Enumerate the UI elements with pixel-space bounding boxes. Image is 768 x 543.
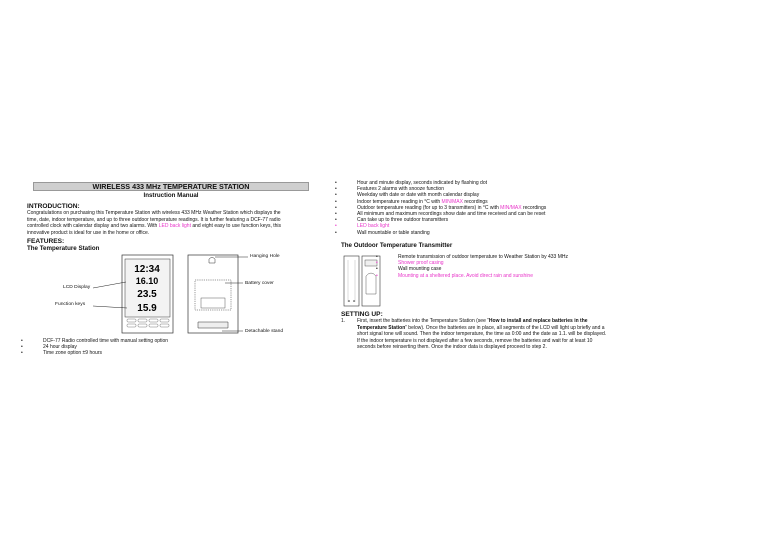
setup-text: ” below). Once the batteries are in place, all segments of the LCD will light up briefly and a [405,324,605,331]
intro-line: Congratulations on purchasing this Temperature Station with wireless 433 MHz Weather Station which displays the [27,210,281,216]
setup-line: short signal tone will sound. Then the indoor temperature, the time as 0:00 and the date as 1.1. will be displayed. [357,331,607,338]
setup-line: seconds before reinserting them. Once the indoor data is displayed proceed to step 2. [357,344,547,351]
list-text: Indoor temperature reading in °C with [357,198,442,205]
list-item: • Time zone option ±9 hours [43,350,303,356]
setup-bold: How to install and replace batteries in the [488,318,588,324]
label-hanging-hole: Hanging Hole [250,254,280,259]
list-item: • All minimum and maximum recordings show date and time received and can be reset [357,211,737,217]
features-list [43,338,303,357]
stand-icon [198,322,228,328]
intro-line: time, date, indoor temperature, and up to three outdoor temperature readings. It is further featuring a DCF-77 radio [27,216,281,223]
lcd-indoor-temp: 23.5 [137,289,157,300]
intro-heading: INTRODUCTION: [27,203,80,210]
setup-line: If the indoor temperature is not displayed after a few seconds, remove the batteries and wait for at least 10 [357,337,593,344]
list-item: • LED back light [357,223,737,229]
label-battery-cover: Battery cover [245,281,274,286]
list-highlight: MIN/MAX [441,198,463,205]
list-item: • Remote transmission of outdoor temperature to Weather Station by 433 MHz [398,254,728,260]
document-subtitle: Instruction Manual [143,192,199,199]
transmitter-heading: The Outdoor Temperature Transmitter [341,242,453,249]
lcd-outdoor-temp: 15.9 [137,303,157,314]
features-list-continued [357,180,737,236]
lcd-time: 12:34 [134,264,160,275]
setup-line [357,318,747,325]
lcd-date: 16.10 [135,276,159,286]
setup-step-number: 1. [341,318,346,324]
list-text: recordings [521,204,547,211]
transmitter-side [344,256,359,306]
intro-line: innovative product is ideal for use in the home or office. [27,229,150,236]
list-item: • Hour and minute display, seconds indicated by flashing dot [357,180,737,186]
transmitter-list [398,254,728,279]
features-heading: FEATURES: [27,238,65,245]
list-item: • Can take up to three outdoor transmitters [357,217,737,223]
station-illustration [60,252,300,338]
label-function-keys: Function keys [55,302,86,307]
station-back-body [188,255,238,333]
list-item: • Features 2 alarms with snooze function [357,186,737,192]
setup-line [357,325,747,332]
list-item: • DCF-77 Radio controlled time with manual setting option [43,338,303,344]
features-subheading: The Temperature Station [27,245,100,252]
label-detachable-stand: Detachable stand [245,329,284,334]
setup-step-text [357,318,747,351]
document-title: WIRELESS 433 MHz TEMPERATURE STATION [33,182,309,191]
intro-line [27,223,327,230]
list-item: • Weekday with date or date with month calendar display [357,192,737,198]
list-highlight: MIN/MAX [500,204,522,211]
list-text: Outdoor temperature reading (for up to 3 transmitters) in °C with [357,204,501,211]
setup-heading: SETTING UP: [341,311,383,318]
setup-text: First, insert the batteries into the Temperature Station (see “ [357,318,489,324]
intro-text: controlled clock with calendar display and two alarms. With [27,223,159,230]
list-item: • Wall mounting case [398,266,728,272]
intro-highlight: LED back light [158,223,191,230]
list-item: • Shower proof casing [398,260,728,266]
setup-bold: Temperature Station [357,324,406,331]
list-item: • 24 hour display [43,344,303,350]
list-text: recordings [462,198,488,205]
list-item: • Mounting at a sheltered place. Avoid direct rain and sunshine [398,273,728,279]
list-item: • Wall mountable or table standing [357,230,737,236]
label-lcd-display: LCD Display [63,285,91,290]
intro-text: and eight easy to use function keys, this [190,223,282,230]
intro-paragraph [27,210,327,236]
